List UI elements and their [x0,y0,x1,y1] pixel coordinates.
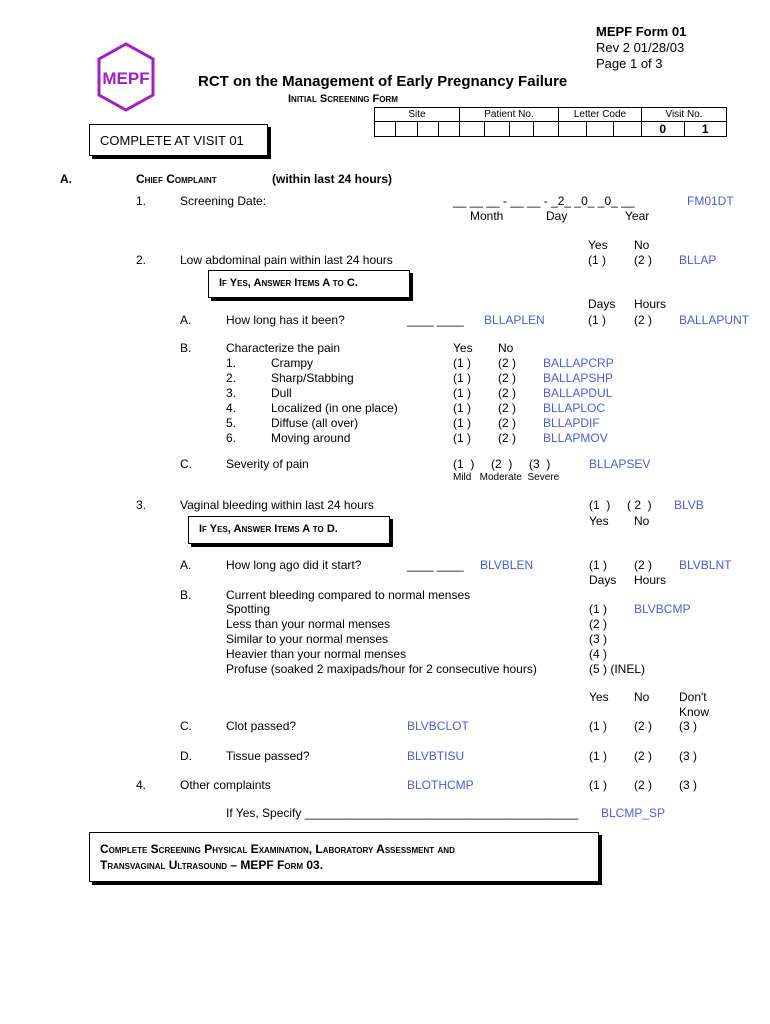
q3a-days-label: Days [589,573,617,587]
q3a-hours-option[interactable]: (2 ) [634,558,652,572]
q2c-letter: C. [180,457,192,471]
q4-yes-option[interactable]: (1 ) [589,778,607,792]
letter-code-cell[interactable] [559,122,587,137]
site-cell[interactable] [438,122,459,137]
bleeding-item-label: Heavier than your normal menses [226,647,407,661]
pain-item-code: BALLAPSHP [543,371,614,385]
q3d-code: BLVBTISU [407,749,465,763]
q3-no-header: No [634,690,650,704]
form-number: MEPF Form 01 [596,24,687,39]
q4-number: 4. [136,778,147,792]
patient-no-cell[interactable] [534,122,559,137]
letter-code-header: Letter Code [559,108,642,122]
year-label: Year [625,209,650,223]
q3d-yes-option[interactable]: (1 ) [589,749,607,763]
pain-item-no[interactable]: (2 ) [498,371,516,385]
q4-dk-option[interactable]: (3 ) [679,778,697,792]
q3-no-label: No [634,514,650,528]
pain-item-code: BLLAPMOV [543,431,608,445]
pain-item-label: Diffuse (all over) [271,416,359,430]
pain-item-no[interactable]: (2 ) [498,401,516,415]
bleeding-item-option[interactable]: (3 ) [589,632,607,646]
site-cell[interactable] [417,122,438,137]
q3a-label: How long ago did it start? [226,558,362,572]
severity-scale: Mild Moderate Severe [453,472,560,483]
pain-item-label: Localized (in one place) [271,401,398,415]
pain-item-yes[interactable]: (1 ) [453,371,471,385]
pain-item-number: 4. [226,401,237,415]
id-grid [374,107,727,137]
q2-instruction: If Yes, Answer Items A to C. [219,277,358,289]
q3-label: Vaginal bleeding within last 24 hours [180,498,374,512]
q3-know-header: Know [679,705,710,719]
site-header: Site [375,108,460,122]
bleeding-item-option[interactable]: (4 ) [589,647,607,661]
mepf-logo [96,42,156,112]
q3c-yes-option[interactable]: (1 ) [589,719,607,733]
pain-item-no[interactable]: (2 ) [498,386,516,400]
q3a-code: BLVBLEN [480,558,534,572]
q3a-letter: A. [180,558,192,572]
q4-no-option[interactable]: (2 ) [634,778,652,792]
letter-code-cell[interactable] [614,122,642,137]
q2-number: 2. [136,253,147,267]
severity-options[interactable]: (1 ) (2 ) (3 ) [453,457,551,471]
bleeding-item-label: Profuse (soaked 2 maxipads/hour for 2 consecutive hours) [226,662,537,676]
days-header: Days [588,297,616,311]
screening-date-input[interactable]: __ __ __ - __ __ - _2_ _0_ _0_ __ [453,194,635,208]
q4-label: Other complaints [180,778,271,792]
q2-label: Low abdominal pain within last 24 hours [180,253,393,267]
section-letter: A. [60,172,72,186]
q3d-label: Tissue passed? [226,749,310,763]
day-label: Day [546,209,568,223]
section-window: (within last 24 hours) [272,172,393,186]
pain-item-yes[interactable]: (1 ) [453,416,471,430]
bleeding-item-option[interactable]: (5 ) (INEL) [589,662,646,676]
q2-no-header: No [634,238,650,252]
q3c-letter: C. [180,719,192,733]
pain-item-yes[interactable]: (1 ) [453,386,471,400]
page-title: RCT on the Management of Early Pregnancy Failure [198,73,568,90]
pain-item-number: 3. [226,386,237,400]
q3d-letter: D. [180,749,192,763]
pain-item-label: Crampy [271,356,314,370]
pain-item-label: Dull [271,386,292,400]
q3c-code: BLVBCLOT [407,719,469,733]
pain-item-number: 1. [226,356,237,370]
q3-options[interactable]: (1 ) ( 2 ) [589,498,652,512]
patient-no-cell[interactable] [484,122,509,137]
q2-yes-header: Yes [588,238,608,252]
q1-code: FM01DT [687,194,734,208]
bleeding-item-option[interactable]: (1 ) [589,602,607,616]
form-revision: Rev 2 01/28/03 [596,40,685,55]
pain-item-label: Sharp/Stabbing [271,371,354,385]
pain-item-number: 2. [226,371,237,385]
q3b-label: Current bleeding compared to normal menses [226,588,471,602]
q2a-label: How long has it been? [226,313,345,327]
q2a-unit-code: BALLAPUNT [679,313,750,327]
q3-yes-header: Yes [589,690,609,704]
q3-instruction: If Yes, Answer Items A to D. [199,523,338,535]
pain-item-code: BALLAPDUL [543,386,613,400]
q3b-letter: B. [180,588,192,602]
q2b-yes-header: Yes [453,341,473,355]
visit-no-header: Visit No. [642,108,727,122]
pain-item-yes[interactable]: (1 ) [453,401,471,415]
q3a-unit-code: BLVBLNT [679,558,732,572]
complete-visit-box [89,124,268,156]
q3-code: BLVB [674,498,704,512]
q3c-dk-option[interactable]: (3 ) [679,719,697,733]
q3d-no-option[interactable]: (2 ) [634,749,652,763]
q3-dont-header: Don't [679,690,707,704]
q4-code: BLOTHCMP [407,778,474,792]
q3a-hours-label: Hours [634,573,667,587]
q2b-no-header: No [498,341,514,355]
q2a-code: BLLAPLEN [484,313,545,327]
patient-no-header: Patient No. [460,108,559,122]
pain-item-label: Moving around [271,431,351,445]
visit-no-cell: 1 [684,122,727,137]
footer-instruction-line2: Transvaginal Ultrasound – MEPF Form 03. [100,858,324,872]
pain-item-no[interactable]: (2 ) [498,431,516,445]
q1-label: Screening Date: [180,194,267,208]
logo-text: MEPF [102,69,150,88]
specify-input[interactable]: If Yes, Specify _________________________________________ [226,806,579,820]
pain-item-yes[interactable]: (1 ) [453,431,471,445]
page-subtitle: Initial Screening Form [288,93,398,105]
visit-no-cell: 0 [642,122,685,137]
pain-item-code: BLLAPDIF [543,416,600,430]
bleeding-item-label: Similar to your normal menses [226,632,389,646]
site-cell[interactable] [375,122,396,137]
q3c-no-option[interactable]: (2 ) [634,719,652,733]
q3a-days-option[interactable]: (1 ) [589,558,607,572]
q1-number: 1. [136,194,147,208]
bleeding-item-label: Spotting [226,602,271,616]
footer-instruction-box [89,832,599,882]
letter-code-cell[interactable] [586,122,614,137]
page-indicator: Page 1 of 3 [596,56,663,71]
footer-instruction-line1: Complete Screening Physical Examination, Laboratory Assessment and [100,842,455,856]
month-label: Month [470,209,504,223]
patient-no-cell[interactable] [509,122,534,137]
q3d-dk-option[interactable]: (3 ) [679,749,697,763]
site-cell[interactable] [396,122,417,137]
q3b-code: BLVBCMP [634,602,691,616]
hours-header: Hours [634,297,667,311]
pain-item-number: 6. [226,431,237,445]
q2a-hours-option[interactable]: (2 ) [634,313,652,327]
q2b-letter: B. [180,341,192,355]
q2b-label: Characterize the pain [226,341,341,355]
q3-number: 3. [136,498,147,512]
pain-item-no[interactable]: (2 ) [498,356,516,370]
pain-item-code: BLLAPLOC [543,401,606,415]
bleeding-item-label: Less than your normal menses [226,617,391,631]
q2c-code: BLLAPSEV [589,457,651,471]
patient-no-cell[interactable] [460,122,485,137]
q2a-days-option[interactable]: (1 ) [588,313,606,327]
pain-item-no[interactable]: (2 ) [498,416,516,430]
q2-no-option[interactable]: (2 ) [634,253,652,267]
q2-instruction-box [208,270,410,298]
q3a-duration-input[interactable]: ____ ____ [407,558,464,572]
section-title: Chief Complaint [136,172,217,186]
q3-instruction-box [188,516,390,544]
q2a-letter: A. [180,313,192,327]
pain-item-yes[interactable]: (1 ) [453,356,471,370]
q2c-label: Severity of pain [226,457,309,471]
q2-code: BLLAP [679,253,717,267]
pain-item-number: 5. [226,416,237,430]
specify-code: BLCMP_SP [601,806,666,820]
pain-item-code: BALLAPCRP [543,356,614,370]
bleeding-item-option[interactable]: (2 ) [589,617,607,631]
q3-yes-label: Yes [589,514,609,528]
q3c-label: Clot passed? [226,719,297,733]
q2a-duration-input[interactable]: ____ ____ [407,313,464,327]
q2-yes-option[interactable]: (1 ) [588,253,606,267]
complete-visit-label: COMPLETE AT VISIT 01 [100,133,244,148]
